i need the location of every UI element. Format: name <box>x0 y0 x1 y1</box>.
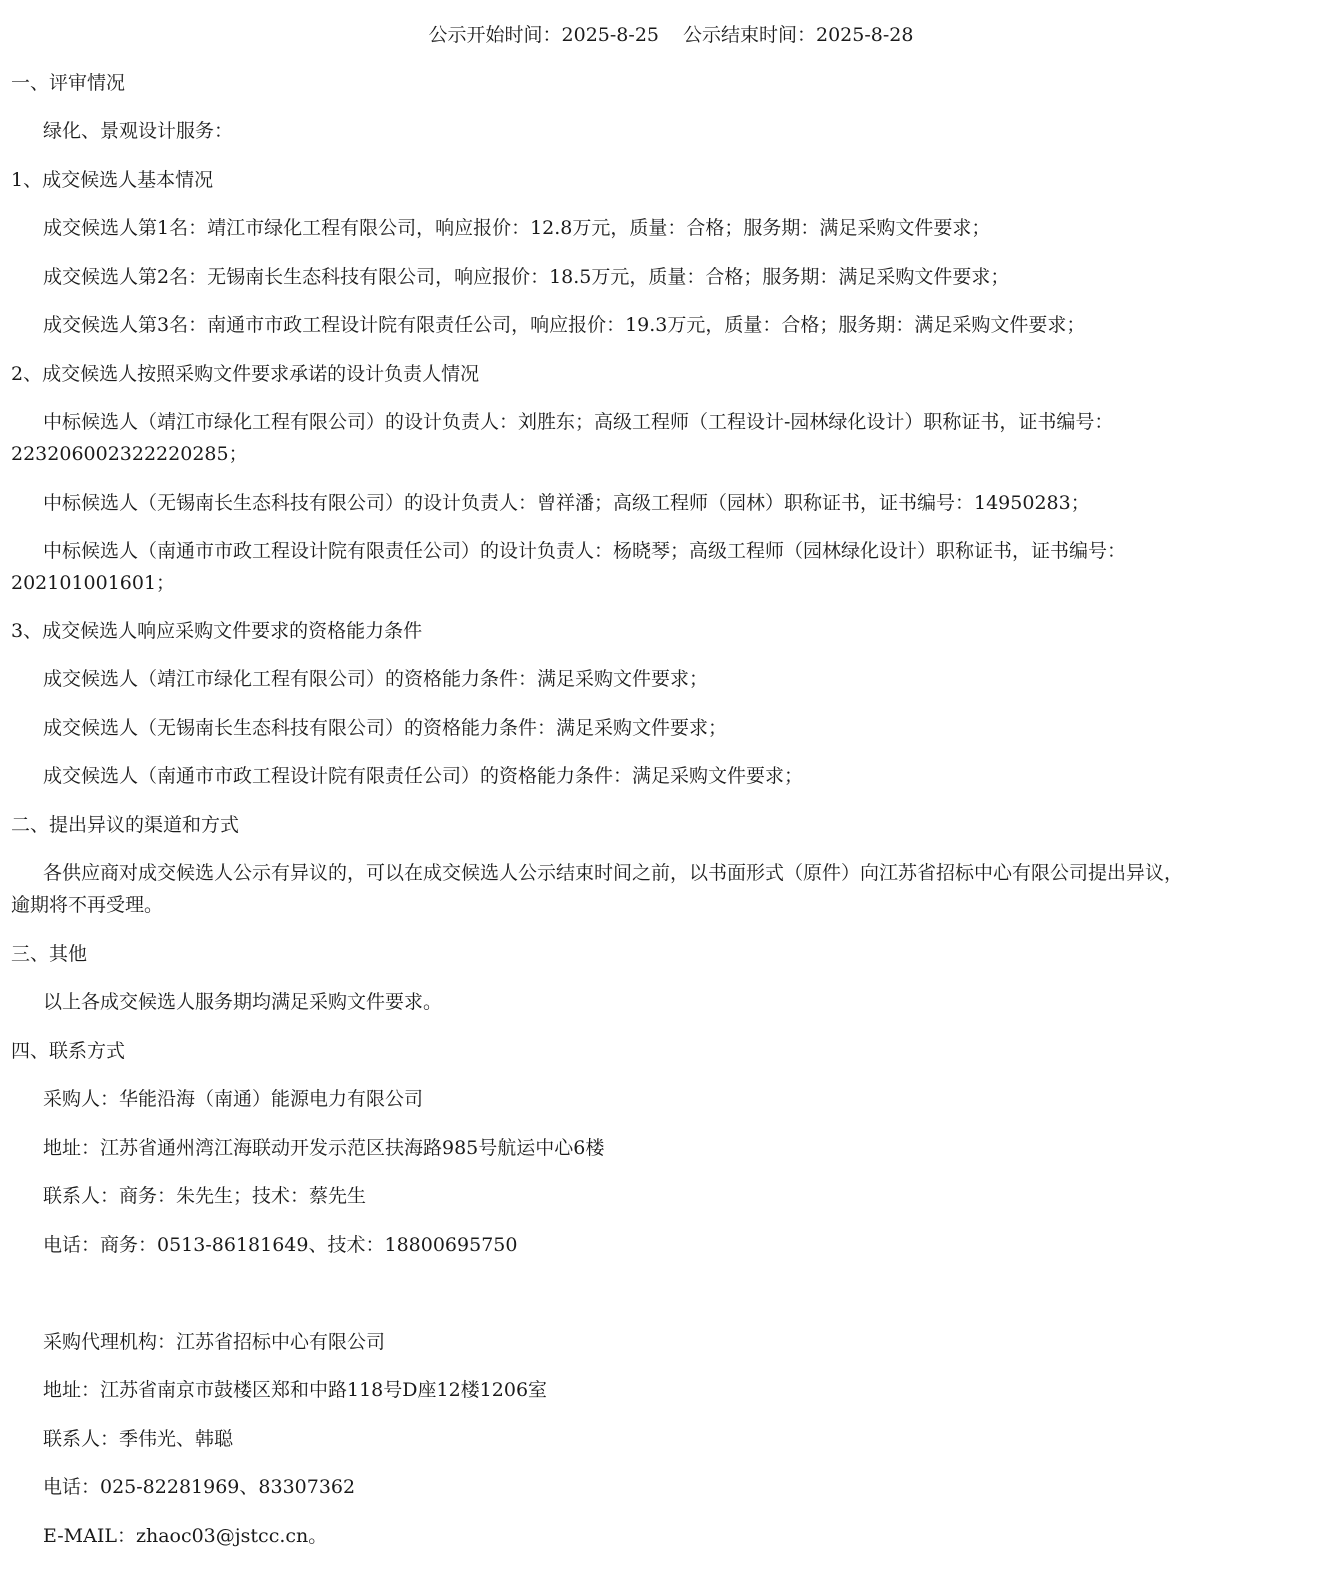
agency-name: 采购代理机构：江苏省招标中心有限公司 <box>43 1331 386 1353</box>
qualification-3: 成交候选人（南通市市政工程设计院有限责任公司）的资格能力条件：满足采购文件要求； <box>43 765 804 787</box>
purchaser-contact: 联系人：商务：朱先生；技术：蔡先生 <box>43 1185 367 1207</box>
candidate-rank-2: 成交候选人第2名：无锡南长生态科技有限公司，响应报价：18.5万元，质量：合格；服务期：满足采购文件要求； <box>43 266 1010 288</box>
section-review-heading: 一、评审情况 <box>11 72 126 94</box>
publicity-period <box>0 19 1342 51</box>
objection-text-cont: 逾期将不再受理。 <box>11 894 164 916</box>
objection-text: 各供应商对成交候选人公示有异议的，可以在成交候选人公示结束时间之前，以书面形式（原件）向江苏省招标中心有限公司提出异议， <box>43 862 1184 884</box>
agency-email: E-MAIL：zhaoc03@jstcc.cn。 <box>43 1525 328 1547</box>
qualification-1: 成交候选人（靖江市绿化工程有限公司）的资格能力条件：满足采购文件要求； <box>43 668 709 690</box>
candidate-rank-1: 成交候选人第1名：靖江市绿化工程有限公司，响应报价：12.8万元，质量：合格；服务期：满足采购文件要求； <box>43 217 991 239</box>
qualification-2: 成交候选人（无锡南长生态科技有限公司）的资格能力条件：满足采购文件要求； <box>43 717 728 739</box>
agency-phone: 电话：025-82281969、83307362 <box>43 1476 356 1498</box>
design-lead-heading: 2、成交候选人按照采购文件要求承诺的设计负责人情况 <box>11 363 480 385</box>
other-text: 以上各成交候选人服务期均满足采购文件要求。 <box>43 991 443 1013</box>
design-lead-3-cert-no: 202101001601； <box>11 572 176 594</box>
candidate-rank-3: 成交候选人第3名：南通市市政工程设计院有限责任公司，响应报价：19.3万元，质量：合格；服务期：满足采购文件要求； <box>43 314 1086 336</box>
purchaser-name: 采购人：华能沿海（南通）能源电力有限公司 <box>43 1088 424 1110</box>
qualification-heading: 3、成交候选人响应采购文件要求的资格能力条件 <box>11 620 423 642</box>
other-heading: 三、其他 <box>11 943 88 965</box>
design-lead-2: 中标候选人（无锡南长生态科技有限公司）的设计负责人：曾祥潘；高级工程师（园林）职称证书，证书编号：14950283； <box>43 492 1090 514</box>
purchaser-phone: 电话：商务：0513-86181649、技术：18800695750 <box>43 1234 518 1256</box>
design-lead-1: 中标候选人（靖江市绿化工程有限公司）的设计负责人：刘胜东；高级工程师（工程设计-园林绿化设计）职称证书，证书编号： <box>43 411 1114 433</box>
agency-address: 地址：江苏省南京市鼓楼区郑和中路118号D座12楼1206室 <box>43 1379 548 1401</box>
objection-heading: 二、提出异议的渠道和方式 <box>11 814 240 836</box>
agency-contact: 联系人：季伟光、韩聪 <box>43 1428 234 1450</box>
candidate-basic-info-heading: 1、成交候选人基本情况 <box>11 169 214 191</box>
contact-heading: 四、联系方式 <box>11 1040 126 1062</box>
design-lead-1-cert-no: 223206002322220285； <box>11 443 248 465</box>
publicity-start-time: 公示开始时间：2025-8-25 <box>428 24 659 46</box>
design-lead-3: 中标候选人（南通市市政工程设计院有限责任公司）的设计负责人：杨晓琴；高级工程师（园林绿化设计）职称证书，证书编号： <box>43 540 1127 562</box>
purchaser-address: 地址：江苏省通州湾江海联动开发示范区扶海路985号航运中心6楼 <box>43 1137 605 1159</box>
lot-name: 绿化、景观设计服务： <box>43 120 234 142</box>
publicity-end-time: 公示结束时间：2025-8-28 <box>683 24 914 46</box>
